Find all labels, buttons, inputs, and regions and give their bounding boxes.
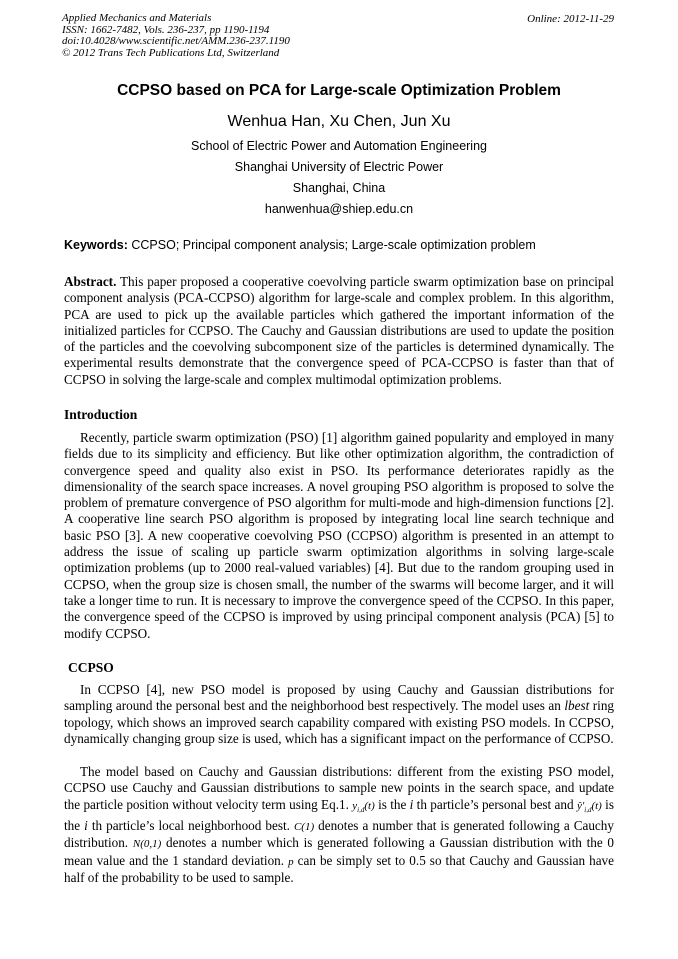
journal-name: Applied Mechanics and Materials	[62, 12, 212, 24]
affiliation-city: Shanghai, China	[292, 181, 386, 195]
ccpso-paragraph-1	[64, 682, 614, 747]
math: p	[288, 855, 294, 868]
math: i	[84, 818, 88, 834]
keywords-label: Keywords:	[64, 238, 128, 252]
introduction-paragraph: Recently, particle swarm optimization (PSO) [1] algorithm gained popularity and employed in many fields due to its simplicity and efficiency. But like other optimization algorithm, the contradiction of convergence speed and quality also exist in PSO. Its performance deteriorates rapidly as the dimensionality of the search space increases. A novel grouping PSO algorithm is proposed to solve the problem of premature convergence of PSO algorithm for multi-mode and high-dimension functions [2]. A cooperative line search PSO algorithm is proposed by integrating local line search technique and basic PSO [3]. A new cooperative coevolving PSO (CCPSO) algorithm is presented in an attempt to address the issue of scaling up particle swarm optimization algorithms in solving large-scale optimization problems (up to 2000 real-valued variables) [4]. But due to the random grouping used in CCPSO, when the group size is chosen small, the number of the swarms will become larger, and it will take a longer time to run. It is necessary to improve the convergence speed of the CCPSO. In this paper, the convergence speed of the CCPSO is improved by using principal component analysis (PCA) [5] to modify CCPSO.	[64, 430, 614, 641]
text: th particle’s local neighborhood best.	[87, 818, 294, 834]
abstract	[64, 274, 614, 388]
abstract-text: This paper proposed a cooperative coevolving particle swarm optimization base on principal component analysis (PCA-CCPSO) algorithm for large-scale and complex problem. In this algorithm, PCA are used to pick up the available particles which gathered the important information of the initialized particles for CCPSO. The Cauchy and Gaussian distributions are used to update the position of the particles and the coevolving subcomponent size of the particles is determined dynamically. The experimental results demonstrate that the convergence speed of PCA-CCPSO is faster than that of CCPSO in solving the large-scale and complex multimodal optimization problems.	[64, 274, 614, 387]
math: ŷ′	[576, 799, 585, 812]
keywords	[64, 238, 536, 252]
math: (t)	[364, 799, 375, 812]
math-yhat	[577, 800, 602, 812]
ccpso-heading: CCPSO	[68, 660, 114, 675]
text: ring topology, which shows an improved search capability compared with existing PSO models. In CCPSO, dynamically changing group size is used, which has a significant impact on the performance of CCPSO.	[64, 698, 615, 746]
issn: ISSN: 1662-7482, Vols. 236-237, pp 1190-1194	[62, 23, 270, 36]
math: i	[409, 796, 414, 812]
math: i,d	[584, 805, 592, 814]
math: N(0,1)	[132, 838, 162, 851]
text: denotes a number that is generated following a Cauchy distribution.	[64, 818, 614, 851]
text: is the	[374, 796, 410, 812]
text: is the	[64, 796, 614, 834]
copyright: © 2012 Trans Tech Publications Ltd, Switzerland	[62, 46, 280, 59]
math: (t)	[591, 799, 602, 812]
introduction-heading: Introduction	[64, 407, 138, 422]
abstract-label: Abstract.	[64, 274, 117, 289]
text: can be simply set to 0.5 so that Cauchy and Gaussian have half of the probability to be used to sample.	[64, 852, 614, 885]
text: In CCPSO [4], new PSO model is proposed by using Cauchy and Gaussian distributions for sampling around the personal best and the neighborhood best respectively. The model uses an	[64, 682, 614, 714]
math: i,d	[357, 805, 365, 814]
text: th particle’s personal best and	[413, 796, 577, 812]
ccpso-paragraph-2	[64, 764, 614, 886]
authors: Wenhua Han, Xu Chen, Jun Xu	[227, 113, 451, 130]
online-date: Online: 2012-11-29	[527, 13, 614, 25]
text: The model based on Cauchy and Gaussian distributions: different from the existing PSO model, CCPSO use Cauchy and Gaussian distributions to sample new points in the search space, and update the particle position without velocity term using Eq.1.	[64, 764, 614, 812]
math-y	[352, 800, 374, 812]
journal-header	[62, 13, 290, 59]
text: lbest	[564, 698, 590, 714]
paper-title: CCPSO based on PCA for Large-scale Optimization Problem	[117, 82, 561, 99]
author-email: hanwenhua@shiep.edu.cn	[264, 202, 414, 216]
math: C(1)	[293, 821, 315, 834]
keywords-text: CCPSO; Principal component analysis; Large-scale optimization problem	[127, 238, 536, 252]
text: denotes a number which is generated following a Gaussian distribution with the 0 mean value and the 1 standard deviation.	[64, 835, 615, 868]
affiliation-university: Shanghai University of Electric Power	[234, 160, 444, 174]
doi: doi:10.4028/www.scientific.net/AMM.236-237.1190	[62, 35, 290, 47]
affiliation-school: School of Electric Power and Automation Engineering	[190, 139, 487, 153]
math: y	[352, 799, 358, 812]
